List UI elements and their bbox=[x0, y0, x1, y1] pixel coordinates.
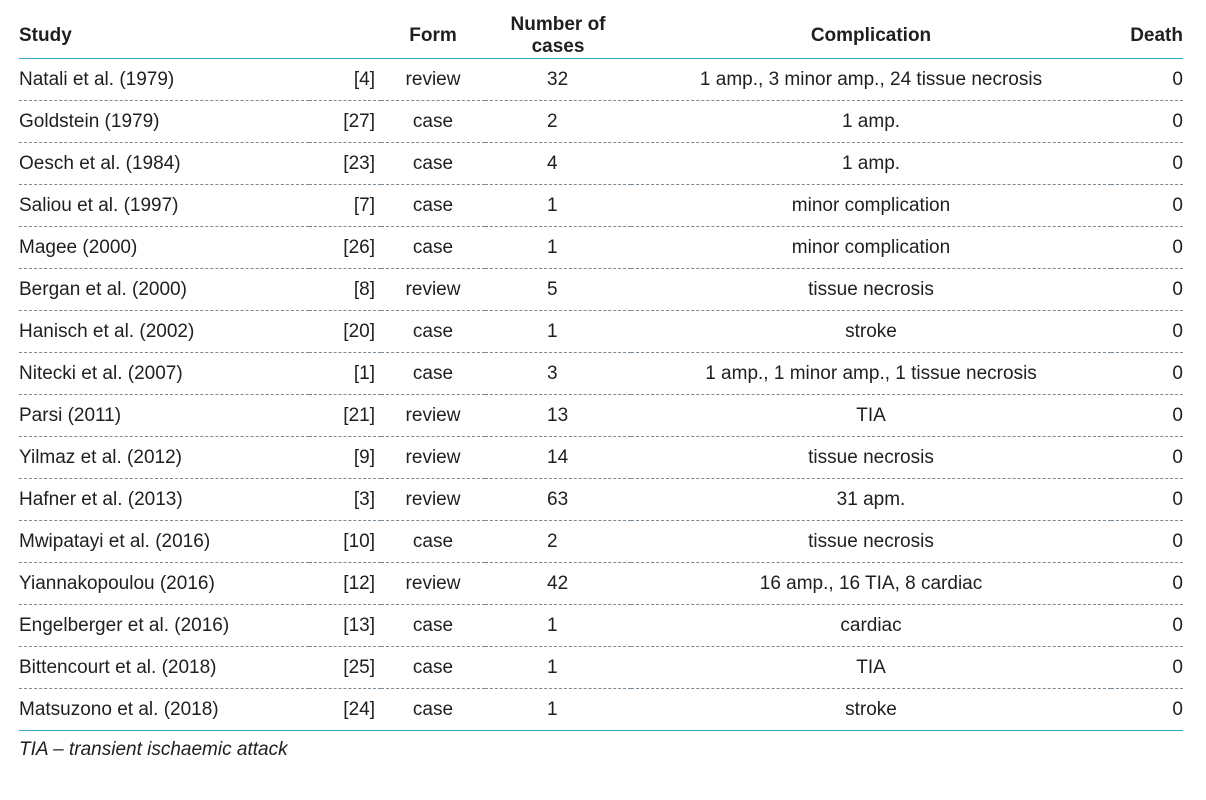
cell-death: 0 bbox=[1111, 311, 1183, 353]
cell-form: case bbox=[381, 647, 485, 689]
table-row bbox=[19, 479, 1183, 521]
cell-reference: [26] bbox=[309, 227, 381, 269]
cell-complication: tissue necrosis bbox=[631, 269, 1111, 311]
cell-form: review bbox=[381, 395, 485, 437]
cell-complication: tissue necrosis bbox=[631, 521, 1111, 563]
cell-number-of-cases: 4 bbox=[485, 143, 631, 185]
table-row bbox=[19, 395, 1183, 437]
header-ref bbox=[309, 14, 381, 59]
cell-complication: minor complication bbox=[631, 185, 1111, 227]
cell-study: Yiannakopoulou (2016) bbox=[19, 563, 309, 605]
cell-number-of-cases: 3 bbox=[485, 353, 631, 395]
cell-reference: [24] bbox=[309, 689, 381, 731]
table-row bbox=[19, 353, 1183, 395]
cell-number-of-cases: 1 bbox=[485, 605, 631, 647]
cell-death: 0 bbox=[1111, 479, 1183, 521]
table-row bbox=[19, 647, 1183, 689]
cell-death: 0 bbox=[1111, 227, 1183, 269]
cell-complication: 1 amp., 1 minor amp., 1 tissue necrosis bbox=[631, 353, 1111, 395]
cell-reference: [25] bbox=[309, 647, 381, 689]
cell-complication: 16 amp., 16 TIA, 8 cardiac bbox=[631, 563, 1111, 605]
table-row bbox=[19, 605, 1183, 647]
cell-form: case bbox=[381, 521, 485, 563]
cell-reference: [23] bbox=[309, 143, 381, 185]
header-complication: Complication bbox=[631, 14, 1111, 59]
cell-study: Engelberger et al. (2016) bbox=[19, 605, 309, 647]
cell-form: case bbox=[381, 353, 485, 395]
cell-form: case bbox=[381, 605, 485, 647]
cell-form: review bbox=[381, 479, 485, 521]
cell-reference: [1] bbox=[309, 353, 381, 395]
cell-number-of-cases: 5 bbox=[485, 269, 631, 311]
header-form: Form bbox=[381, 14, 485, 59]
cell-number-of-cases: 14 bbox=[485, 437, 631, 479]
table-row bbox=[19, 563, 1183, 605]
cell-form: case bbox=[381, 185, 485, 227]
table-row bbox=[19, 311, 1183, 353]
cell-complication: cardiac bbox=[631, 605, 1111, 647]
cell-death: 0 bbox=[1111, 437, 1183, 479]
table-container bbox=[19, 14, 1183, 761]
header-number-of-cases: Number of cases bbox=[485, 14, 631, 59]
cell-complication: stroke bbox=[631, 689, 1111, 731]
cell-complication: 1 amp., 3 minor amp., 24 tissue necrosis bbox=[631, 59, 1111, 101]
cell-study: Matsuzono et al. (2018) bbox=[19, 689, 309, 731]
cell-form: case bbox=[381, 689, 485, 731]
cell-number-of-cases: 1 bbox=[485, 185, 631, 227]
table-row bbox=[19, 59, 1183, 101]
cell-complication: 1 amp. bbox=[631, 143, 1111, 185]
table-row bbox=[19, 269, 1183, 311]
cell-complication: 1 amp. bbox=[631, 101, 1111, 143]
cell-reference: [13] bbox=[309, 605, 381, 647]
table-row bbox=[19, 143, 1183, 185]
cell-study: Hanisch et al. (2002) bbox=[19, 311, 309, 353]
cell-death: 0 bbox=[1111, 689, 1183, 731]
cell-study: Hafner et al. (2013) bbox=[19, 479, 309, 521]
cell-reference: [12] bbox=[309, 563, 381, 605]
cell-study: Mwipatayi et al. (2016) bbox=[19, 521, 309, 563]
cell-death: 0 bbox=[1111, 143, 1183, 185]
cell-number-of-cases: 2 bbox=[485, 521, 631, 563]
cell-study: Nitecki et al. (2007) bbox=[19, 353, 309, 395]
cell-number-of-cases: 63 bbox=[485, 479, 631, 521]
cell-number-of-cases: 1 bbox=[485, 689, 631, 731]
cell-reference: [27] bbox=[309, 101, 381, 143]
cell-complication: TIA bbox=[631, 395, 1111, 437]
cell-number-of-cases: 1 bbox=[485, 227, 631, 269]
cell-death: 0 bbox=[1111, 605, 1183, 647]
cell-reference: [9] bbox=[309, 437, 381, 479]
footnote: TIA – transient ischaemic attack bbox=[19, 739, 288, 760]
cell-number-of-cases: 1 bbox=[485, 311, 631, 353]
cell-reference: [7] bbox=[309, 185, 381, 227]
cell-study: Goldstein (1979) bbox=[19, 101, 309, 143]
cell-reference: [8] bbox=[309, 269, 381, 311]
table-row bbox=[19, 521, 1183, 563]
cell-death: 0 bbox=[1111, 185, 1183, 227]
table-body bbox=[19, 59, 1183, 731]
cell-death: 0 bbox=[1111, 269, 1183, 311]
header-death: Death bbox=[1111, 14, 1183, 59]
cell-study: Oesch et al. (1984) bbox=[19, 143, 309, 185]
cell-reference: [21] bbox=[309, 395, 381, 437]
cell-study: Magee (2000) bbox=[19, 227, 309, 269]
cell-number-of-cases: 1 bbox=[485, 647, 631, 689]
cell-form: case bbox=[381, 311, 485, 353]
header-study: Study bbox=[19, 14, 309, 59]
cell-study: Natali et al. (1979) bbox=[19, 59, 309, 101]
cell-complication: TIA bbox=[631, 647, 1111, 689]
cell-study: Bittencourt et al. (2018) bbox=[19, 647, 309, 689]
cell-form: case bbox=[381, 101, 485, 143]
cell-complication: tissue necrosis bbox=[631, 437, 1111, 479]
table-row bbox=[19, 185, 1183, 227]
cell-study: Parsi (2011) bbox=[19, 395, 309, 437]
cell-form: review bbox=[381, 437, 485, 479]
cell-death: 0 bbox=[1111, 395, 1183, 437]
cell-number-of-cases: 42 bbox=[485, 563, 631, 605]
cell-death: 0 bbox=[1111, 521, 1183, 563]
cell-death: 0 bbox=[1111, 563, 1183, 605]
cell-number-of-cases: 13 bbox=[485, 395, 631, 437]
cell-reference: [4] bbox=[309, 59, 381, 101]
table-row bbox=[19, 227, 1183, 269]
cell-complication: 31 apm. bbox=[631, 479, 1111, 521]
cell-death: 0 bbox=[1111, 59, 1183, 101]
cell-reference: [20] bbox=[309, 311, 381, 353]
cell-form: review bbox=[381, 59, 485, 101]
cell-study: Bergan et al. (2000) bbox=[19, 269, 309, 311]
complications-table bbox=[19, 14, 1183, 731]
table-header-row bbox=[19, 14, 1183, 59]
cell-study: Yilmaz et al. (2012) bbox=[19, 437, 309, 479]
cell-number-of-cases: 2 bbox=[485, 101, 631, 143]
cell-reference: [10] bbox=[309, 521, 381, 563]
cell-study: Saliou et al. (1997) bbox=[19, 185, 309, 227]
table-row bbox=[19, 101, 1183, 143]
cell-form: case bbox=[381, 143, 485, 185]
cell-form: review bbox=[381, 563, 485, 605]
cell-complication: minor complication bbox=[631, 227, 1111, 269]
cell-form: case bbox=[381, 227, 485, 269]
cell-death: 0 bbox=[1111, 647, 1183, 689]
cell-death: 0 bbox=[1111, 353, 1183, 395]
cell-complication: stroke bbox=[631, 311, 1111, 353]
cell-number-of-cases: 32 bbox=[485, 59, 631, 101]
cell-reference: [3] bbox=[309, 479, 381, 521]
table-row bbox=[19, 689, 1183, 731]
cell-death: 0 bbox=[1111, 101, 1183, 143]
cell-form: review bbox=[381, 269, 485, 311]
table-row bbox=[19, 437, 1183, 479]
